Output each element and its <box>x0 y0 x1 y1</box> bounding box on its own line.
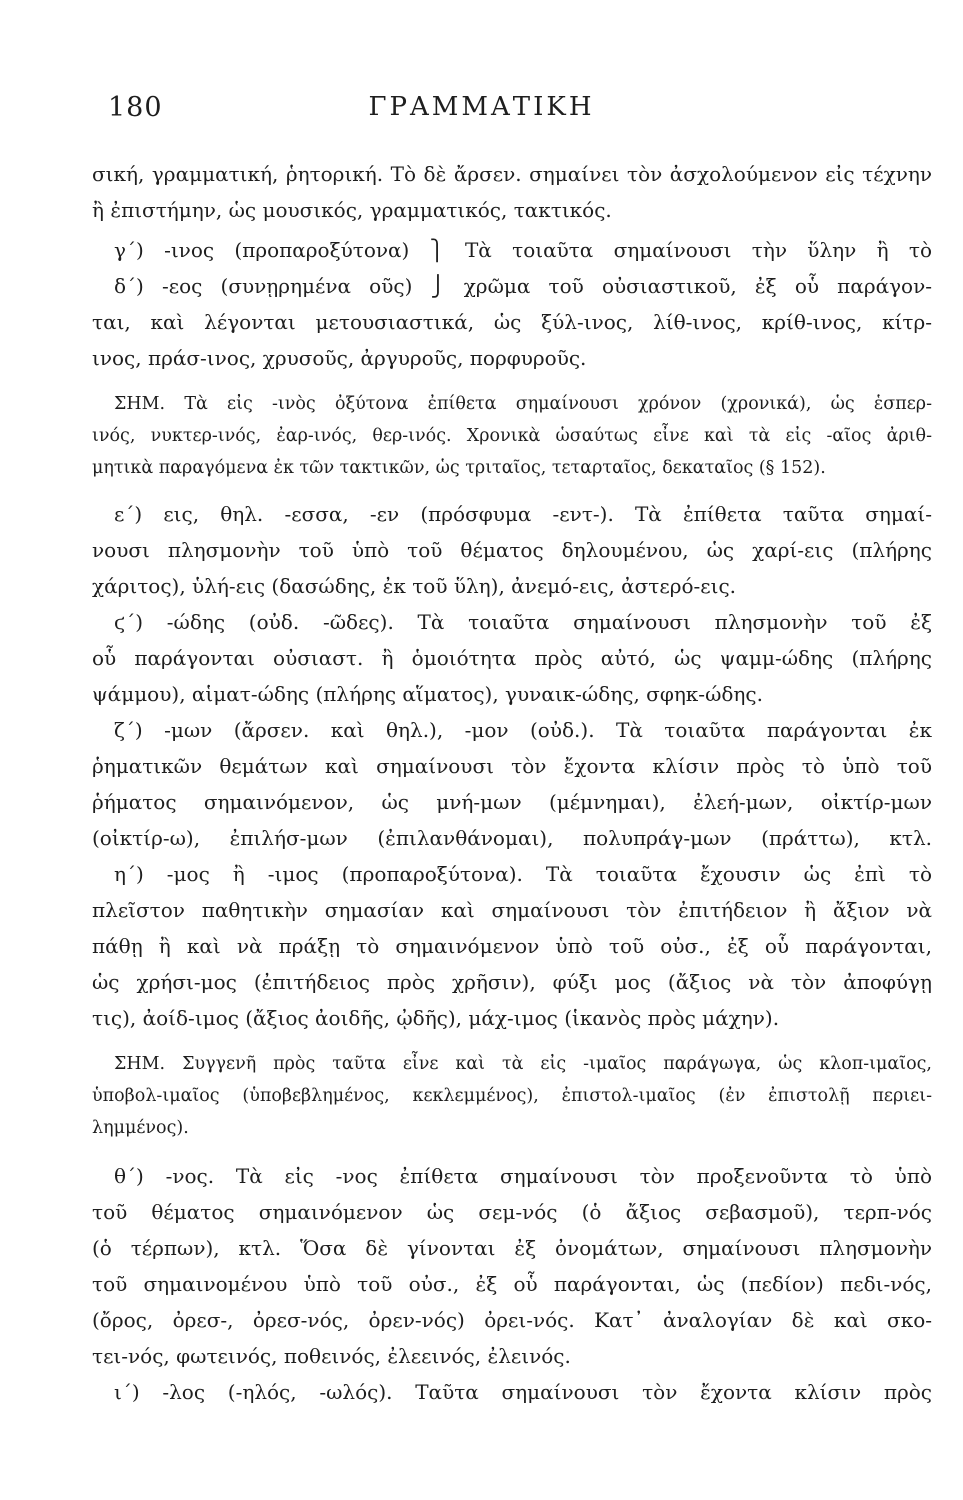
text-line: ινος, πράσ-ινος, χρυσοῦς, ἀργυροῦς, πορφυροῦς. <box>92 346 587 370</box>
text-line: πλεῖστον παθητικὴν σημασίαν καὶ σημαίνουσι τὸν ἐπιτήδειον ἢ ἄξιον νὰ <box>92 898 932 922</box>
text-line: ὡς χρήσι-μος (ἐπιτήδειος πρὸς χρῆσιν), φύξι μος (ἄξιος νὰ τὸν ἀποφύγῃ <box>92 970 932 994</box>
text-line: σική, γραμματική, ῥητορική. Τὸ δὲ ἄρσεν. σημαίνει τὸν ἀσχολούμενον εἰς τέχνην <box>92 162 932 186</box>
text-line: δ΄) -εος (συνῃρημένα οῦς) ⎭ χρῶμα τοῦ οὐσιαστικοῦ, ἐξ οὗ παράγον- <box>114 274 932 298</box>
text-line: ψάμμου), αἱματ-ώδης (πλήρης αἵματος), γυναικ-ώδης, σφηκ-ώδης. <box>92 682 763 706</box>
text-line: (ὄρος, ὀρεσ-, ὀρεσ-νός, ὀρεν-νός) ὀρει-νός. Κατ᾽ ἀναλογίαν δὲ καὶ σκο- <box>92 1308 932 1332</box>
text-line: ῥηματικῶν θεμάτων καὶ σημαίνουσι τὸν ἔχοντα κλίσιν πρὸς τὸ ὑπὸ τοῦ <box>92 754 932 778</box>
note-line: ΣΗΜ. Συγγενῆ πρὸς ταῦτα εἶνε καὶ τὰ εἰς -ιμαῖος παράγωγα, ὡς κλοπ-ιμαῖος, <box>114 1054 932 1074</box>
text-line: νουσι πλησμονὴν τοῦ ὑπὸ τοῦ θέματος δηλουμένου, ὡς χαρί-εις (πλήρης <box>92 538 932 562</box>
text-line: τοῦ σημαινομένου ὑπὸ τοῦ οὐσ., ἐξ οὗ παράγονται, ὡς (πεδίον) πεδι-νός, <box>92 1272 932 1296</box>
note-line: λημμένος). <box>92 1118 189 1138</box>
text-line: (οἰκτίρ-ω), ἐπιλήσ-μων (ἐπιλανθάνομαι), πολυπράγ-μων (πράττω), κτλ. <box>92 826 932 850</box>
text-line: χάριτος), ὑλή-εις (δασώδης, ἐκ τοῦ ὕλη), ἀνεμό-εις, ἀστερό-εις. <box>92 574 737 598</box>
text-line: πάθῃ ἢ καὶ νὰ πράξῃ τὸ σημαινόμενον ὑπὸ τοῦ οὐσ., ἐξ οὗ παράγονται, <box>92 934 932 958</box>
text-line: ῥήματος σημαινόμενον, ὡς μνή-μων (μέμνημαι), ἐλεή-μων, οἰκτίρ-μων <box>92 790 932 814</box>
text-line: ἢ ἐπιστήμην, ὡς μουσικός, γραμματικός, τακτικός. <box>92 198 612 222</box>
note-line: ΣΗΜ. Τὰ εἰς -ινὸς ὀξύτονα ἐπίθετα σημαίνουσι χρόνον (χρονικά), ὡς ἑσπερ- <box>114 394 932 414</box>
page-body <box>92 156 932 1410</box>
page-number: 180 <box>108 92 163 123</box>
section-epsilon-line: ε΄) εις, θηλ. -εσσα, -εν (πρόσφυμα -εντ-). Τὰ ἐπίθετα ταῦτα σημαί- <box>114 502 932 526</box>
running-title: ΓΡΑΜΜΑΤΙΚΗ <box>368 92 595 122</box>
note-line: ὑποβολ-ιμαῖος (ὑποβεβλημένος, κεκλεμμένος), ἐπιστολ-ιμαῖος (ἐν ἐπιστολῇ περιει- <box>92 1086 932 1106</box>
note-line: ινός, νυκτερ-ινός, ἐαρ-ινός, θερ-ινός. Χρονικὰ ὡσαύτως εἶνε καὶ τὰ εἰς -αῖος ἀριθ- <box>92 426 932 446</box>
text-line: ται, καὶ λέγονται μετουσιαστικά, ὡς ξύλ-ινος, λίθ-ινος, κρίθ-ινος, κίτρ- <box>92 310 932 334</box>
running-header <box>0 92 963 132</box>
section-zeta-line: ζ΄) -μων (ἄρσεν. καὶ θηλ.), -μον (οὐδ.). Τὰ τοιαῦτα παράγονται ἐκ <box>114 718 932 742</box>
section-stigma-line: ϛ΄) -ώδης (οὐδ. -ῶδες). Τὰ τοιαῦτα σημαίνουσι πλησμονὴν τοῦ ἐξ <box>114 610 932 634</box>
text-line: τει-νός, φωτεινός, ποθεινός, ἐλεεινός, ἐλεινός. <box>92 1344 571 1368</box>
text-line: οὗ παράγονται οὐσιαστ. ἢ ὁμοιότητα πρὸς αὐτό, ὡς ψαμμ-ώδης (πλήρης <box>92 646 932 670</box>
text-line: τοῦ θέματος σημαινόμενον ὡς σεμ-νός (ὁ ἄξιος σεβασμοῦ), τερπ-νός <box>92 1200 932 1224</box>
section-theta-line: θ΄) -νος. Τὰ εἰς -νος ἐπίθετα σημαίνουσι τὸν προξενοῦντα τὸ ὑπὸ <box>114 1164 932 1188</box>
section-iota-line: ι΄) -λος (-ηλός, -ωλός). Ταῦτα σημαίνουσι τὸν ἔχοντα κλίσιν πρὸς <box>114 1380 932 1404</box>
text-line: (ὁ τέρπων), κτλ. Ὅσα δὲ γίνονται ἐξ ὀνομάτων, σημαίνουσι πλησμονὴν <box>92 1236 932 1260</box>
section-gamma-delta-line: γ΄) -ινος (προπαροξύτονα) ⎫ Τὰ τοιαῦτα σημαίνουσι τὴν ὕλην ἢ τὸ <box>114 238 932 262</box>
section-eta-line: η΄) -μος ἢ -ιμος (προπαροξύτονα). Τὰ τοιαῦτα ἔχουσιν ὡς ἐπὶ τὸ <box>114 862 932 886</box>
note-line: μητικὰ παραγόμενα ἐκ τῶν τακτικῶν, ὡς τριταῖος, τεταρταῖος, δεκαταῖος (§ 152). <box>92 458 826 478</box>
text-line: τις), ἀοίδ-ιμος (ἄξιος ἀοιδῆς, ᾠδῆς), μάχ-ιμος (ἱκανὸς πρὸς μάχην). <box>92 1006 780 1030</box>
